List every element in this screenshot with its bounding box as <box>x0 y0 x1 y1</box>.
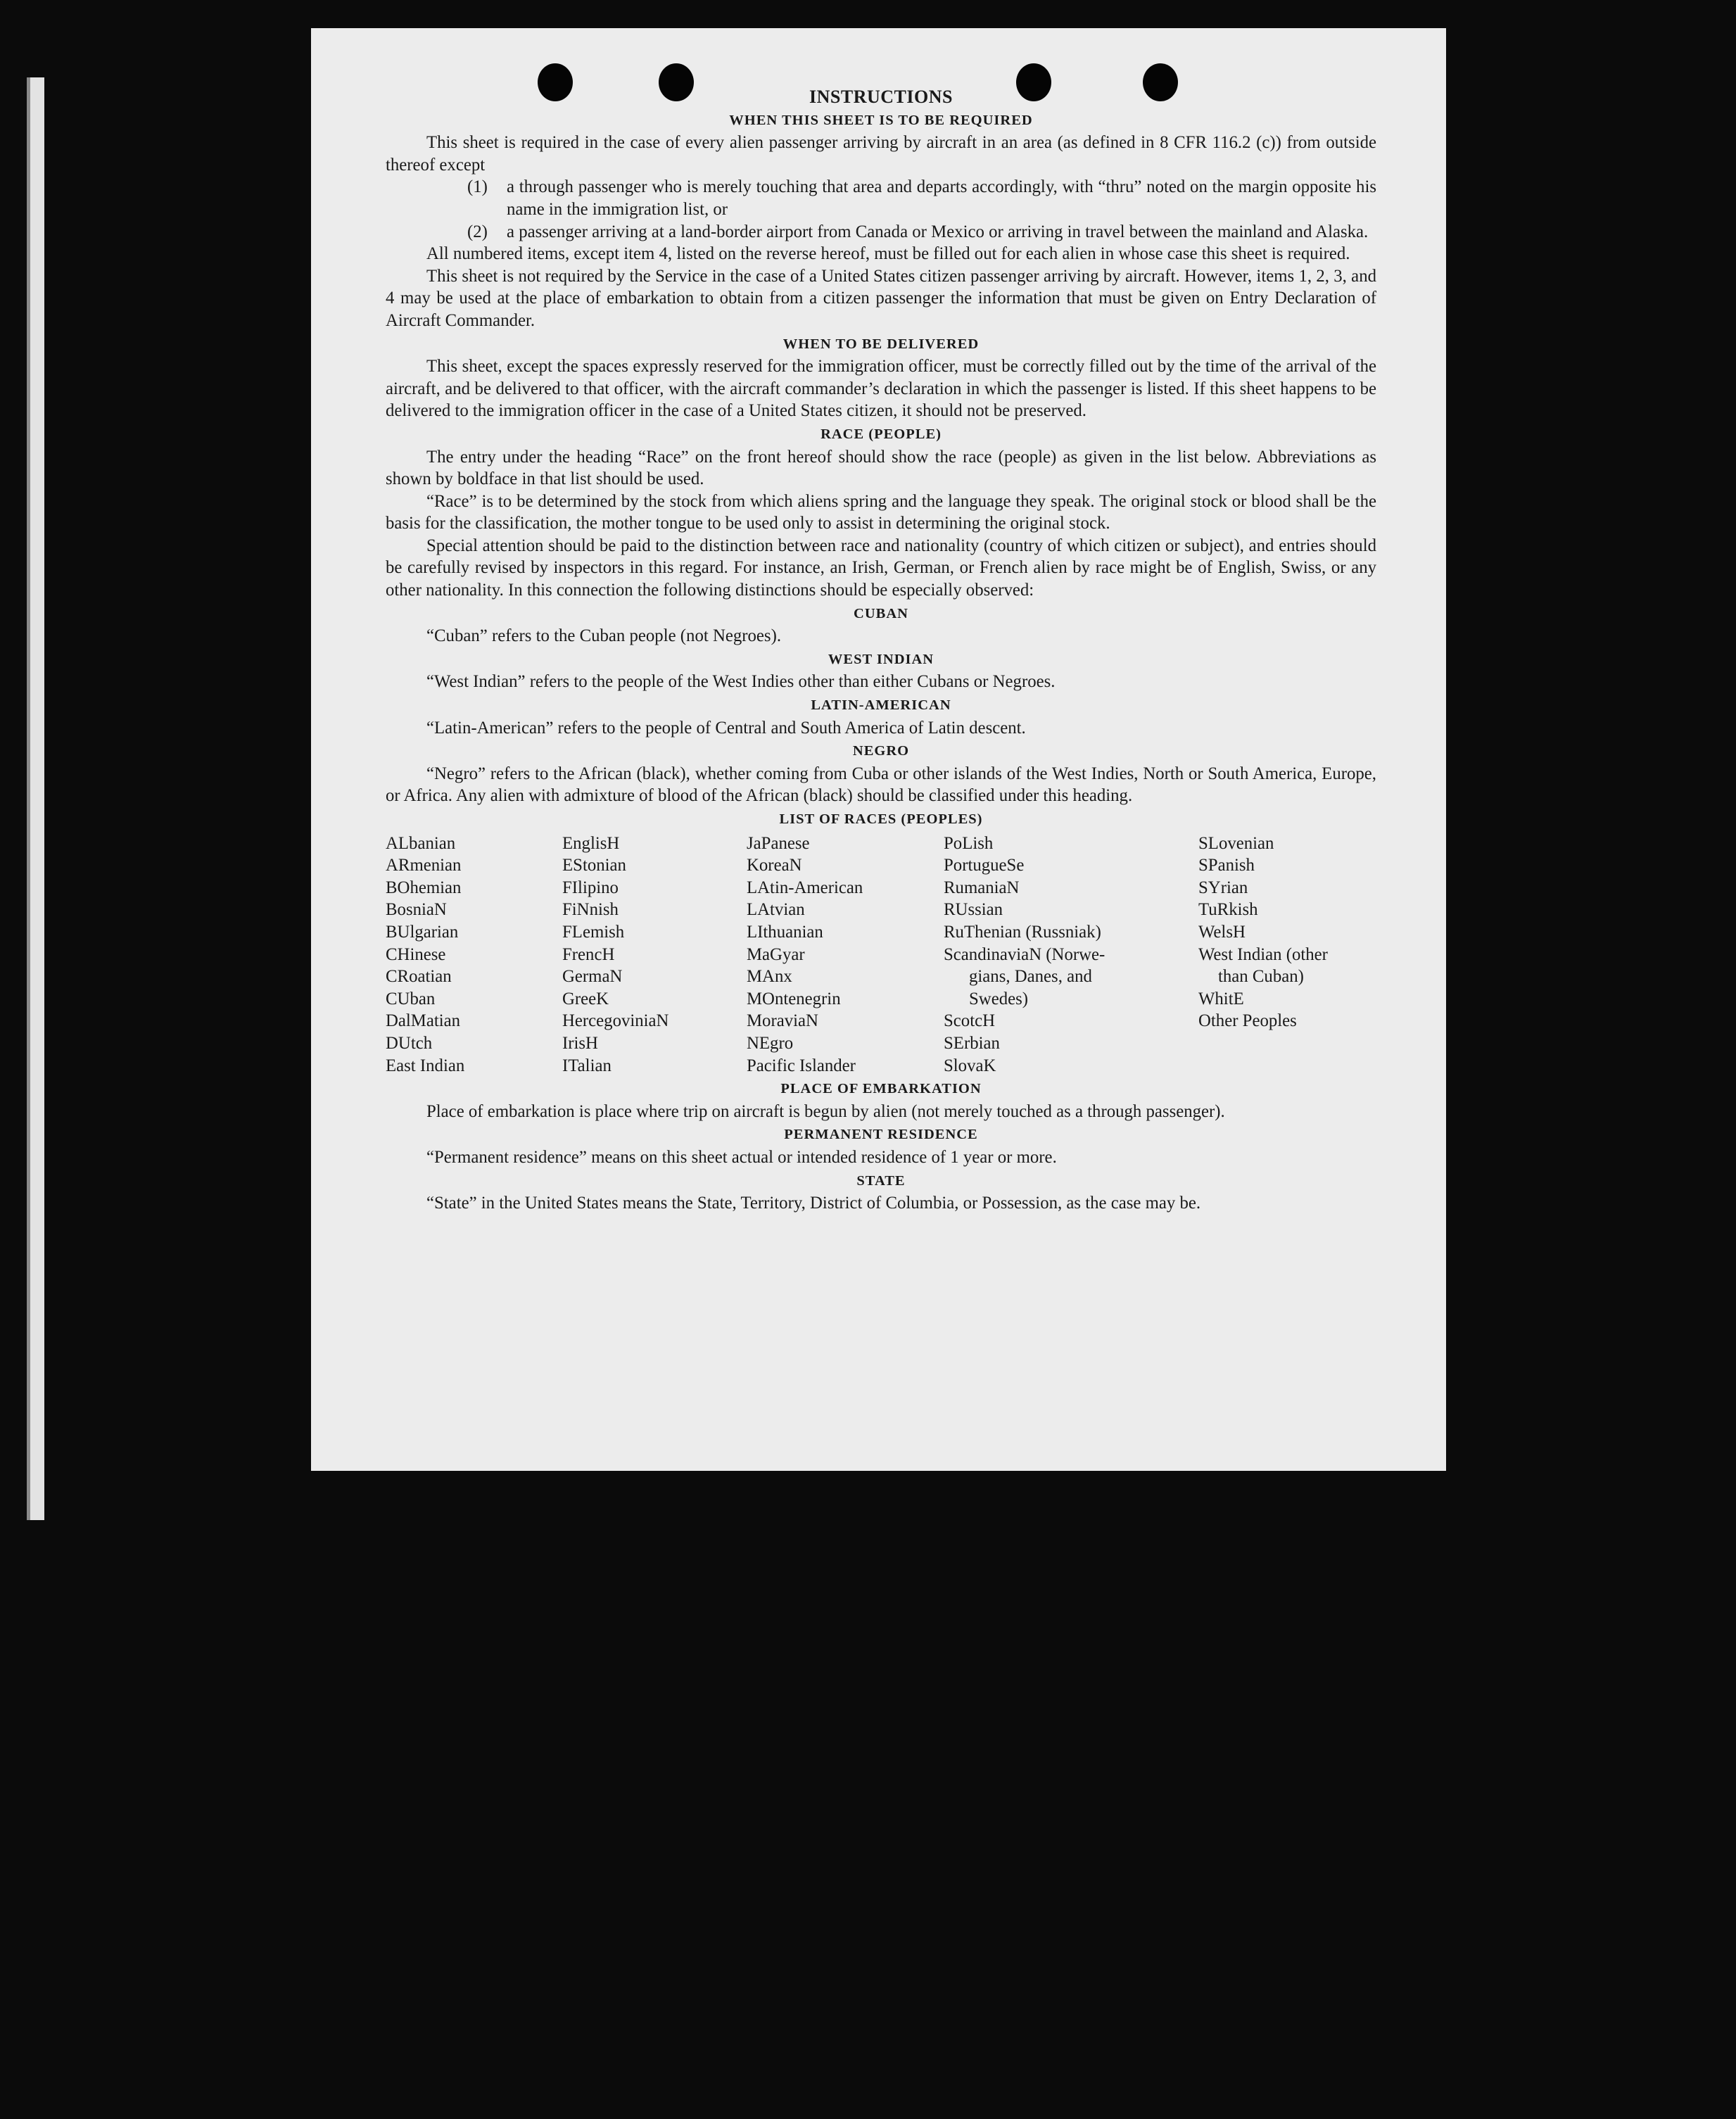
race-entry: MoraviaN <box>747 1011 818 1031</box>
section-heading-required: WHEN THIS SHEET IS TO BE REQUIRED <box>729 112 1033 128</box>
race-entry-continued: than Cuban) <box>1218 967 1304 987</box>
cuban-paragraph: “Cuban” refers to the Cuban people (not Negroes). <box>426 626 782 646</box>
race-entry: DalMatian <box>386 1011 461 1031</box>
race-entry: MOntenegrin <box>747 989 841 1008</box>
race-entry: MaGyar <box>747 944 805 964</box>
race-entry: SYrian <box>1198 878 1248 897</box>
race-paragraph-3: Special attention should be paid to the distinction between race and nationality (country of which citizen or subject), and entries should be carefully revised by inspectors in this regard. For instance, an Irish, German, or French alien by race might be of English, Swiss, or any other nationality. In this connection the following distinctions should be especially observed: <box>386 536 1376 600</box>
race-entry: LAtin-American <box>747 878 863 897</box>
adjacent-page-edge <box>27 77 44 1520</box>
residence-paragraph: “Permanent residence” means on this sheet actual or intended residence of 1 year or more. <box>426 1147 1057 1167</box>
delivered-paragraph: This sheet, except the spaces expressly reserved for the immigration officer, must be correctly filled out by the time of the arrival of the aircraft, and be delivered to that officer, with the aircraft commander’s declaration in which the passenger is listed. If this sheet happens to be delivered to the immigration officer in the case of a United States citizen, it should not be preserved. <box>386 357 1376 421</box>
race-entry: WelsH <box>1198 922 1246 942</box>
race-entry-continued: Swedes) <box>969 989 1029 1008</box>
race-entry: ALbanian <box>386 833 456 853</box>
section-heading-latin-american: LATIN-AMERICAN <box>811 697 951 714</box>
race-entry: BOhemian <box>386 878 462 897</box>
race-entry: RumaniaN <box>944 878 1020 897</box>
document-page <box>311 28 1446 1471</box>
race-entry: BUlgarian <box>386 922 459 942</box>
race-entry: RuThenian (Russniak) <box>944 922 1101 942</box>
races-column <box>944 833 1198 1077</box>
race-entry: East Indian <box>386 1056 465 1075</box>
instructions-content <box>386 86 1376 1215</box>
race-entry: TuRkish <box>1198 900 1258 920</box>
races-column <box>747 833 944 1077</box>
race-entry: Pacific Islander <box>747 1056 856 1075</box>
latin-american-paragraph: “Latin-American” refers to the people of Central and South America of Latin descent. <box>426 718 1026 738</box>
race-entry: IrisH <box>562 1033 598 1053</box>
section-heading-state: STATE <box>856 1172 906 1189</box>
negro-paragraph: “Negro” refers to the African (black), whether coming from Cuba or other islands of the West Indies, North or South America, Europe, or Africa. Any alien with admixture of blood of the African (black) should be classified under this heading. <box>386 764 1376 806</box>
section-heading-race: RACE (PEOPLE) <box>821 426 942 442</box>
race-entry: ScandinaviaN (Norwe- <box>944 944 1105 964</box>
race-entry: FLemish <box>562 922 625 942</box>
races-column <box>562 833 747 1077</box>
race-entry: Other Peoples <box>1198 1011 1297 1031</box>
race-entry: ScotcH <box>944 1011 995 1031</box>
race-entry: WhitE <box>1198 989 1244 1008</box>
section-heading-embarkation: PLACE OF EMBARKATION <box>780 1081 982 1097</box>
west-indian-paragraph: “West Indian” refers to the people of the West Indies other than either Cubans or Negroes. <box>426 672 1056 692</box>
section-heading-negro: NEGRO <box>852 743 910 759</box>
exception-item <box>467 221 1376 243</box>
required-paragraph-3: This sheet is not required by the Service in the case of a United States citizen passenger arriving by aircraft. However, items 1, 2, 3, and 4 may be used at the place of embarkation to obtain from a citizen passenger the information that must be given on Entry Declaration of Aircraft Commander. <box>386 266 1376 330</box>
race-entry: CRoatian <box>386 967 452 987</box>
race-entry: West Indian (other <box>1198 944 1328 964</box>
section-heading-west-indian: WEST INDIAN <box>828 651 934 667</box>
race-entry: SLovenian <box>1198 833 1274 853</box>
race-entry: NEgro <box>747 1033 794 1053</box>
race-entry: PoLish <box>944 833 994 853</box>
required-intro: This sheet is required in the case of every alien passenger arriving by aircraft in an area (as defined in 8 CFR 116.2 (c)) from outside thereof except <box>386 133 1376 175</box>
race-entry: SlovaK <box>944 1056 996 1075</box>
race-entry: MAnx <box>747 967 792 987</box>
races-list <box>386 833 1376 1077</box>
race-entry: GermaN <box>562 967 623 987</box>
race-entry: BosniaN <box>386 900 447 920</box>
race-entry-continued: gians, Danes, and <box>969 967 1092 987</box>
race-entry: CHinese <box>386 944 446 964</box>
race-entry: ARmenian <box>386 856 462 875</box>
race-entry: DUtch <box>386 1033 433 1053</box>
race-entry: HercegoviniaN <box>562 1011 669 1031</box>
race-entry: SErbian <box>944 1033 1000 1053</box>
exception-text: a through passenger who is merely touching that area and departs accordingly, with “thru” noted on the margin opposite his name in the immigration list, or <box>507 177 1376 219</box>
race-entry: GreeK <box>562 989 609 1008</box>
state-paragraph: “State” in the United States means the State, Territory, District of Columbia, or Possession, as the case may be. <box>426 1194 1201 1213</box>
section-heading-races-list: LIST OF RACES (PEOPLES) <box>779 811 983 827</box>
race-entry: SPanish <box>1198 856 1255 875</box>
race-entry: ITalian <box>562 1056 612 1075</box>
exception-number: (2) <box>467 222 488 241</box>
races-column <box>1198 833 1376 1077</box>
section-heading-cuban: CUBAN <box>854 605 908 621</box>
race-entry: FiNnish <box>562 900 619 920</box>
race-entry: FIlipino <box>562 878 619 897</box>
race-entry: LAtvian <box>747 900 805 920</box>
race-entry: RUssian <box>944 900 1003 920</box>
section-heading-delivered: WHEN TO BE DELIVERED <box>783 336 980 352</box>
race-paragraph-2: “Race” is to be determined by the stock from which aliens spring and the language they speak. The original stock or blood shall be the basis for the classification, the mother tongue to be used only to assist in determining the original stock. <box>386 491 1376 533</box>
exception-item <box>467 176 1376 220</box>
race-entry: JaPanese <box>747 833 810 853</box>
required-paragraph-2: All numbered items, except item 4, listed on the reverse hereof, must be filled out for each alien in whose case this sheet is required. <box>426 244 1350 264</box>
page-title: INSTRUCTIONS <box>809 87 953 107</box>
race-entry: EnglisH <box>562 833 620 853</box>
race-entry: EStonian <box>562 856 626 875</box>
race-entry: LIthuanian <box>747 922 823 942</box>
race-entry: CUban <box>386 989 436 1008</box>
exception-text: a passenger arriving at a land-border airport from Canada or Mexico or arriving in travel between the mainland and Alaska. <box>507 222 1369 241</box>
race-entry: FrencH <box>562 944 615 964</box>
race-entry: PortugueSe <box>944 856 1025 875</box>
embarkation-paragraph: Place of embarkation is place where trip on aircraft is begun by alien (not merely touched as a through passenger). <box>426 1101 1225 1121</box>
section-heading-residence: PERMANENT RESIDENCE <box>784 1127 978 1143</box>
exception-number: (1) <box>467 177 488 197</box>
race-paragraph-1: The entry under the heading “Race” on the front hereof should show the race (people) as given in the list below. Abbreviations as shown by boldface in that list should be used. <box>386 447 1376 489</box>
race-entry: KoreaN <box>747 856 802 875</box>
races-column <box>386 833 562 1077</box>
